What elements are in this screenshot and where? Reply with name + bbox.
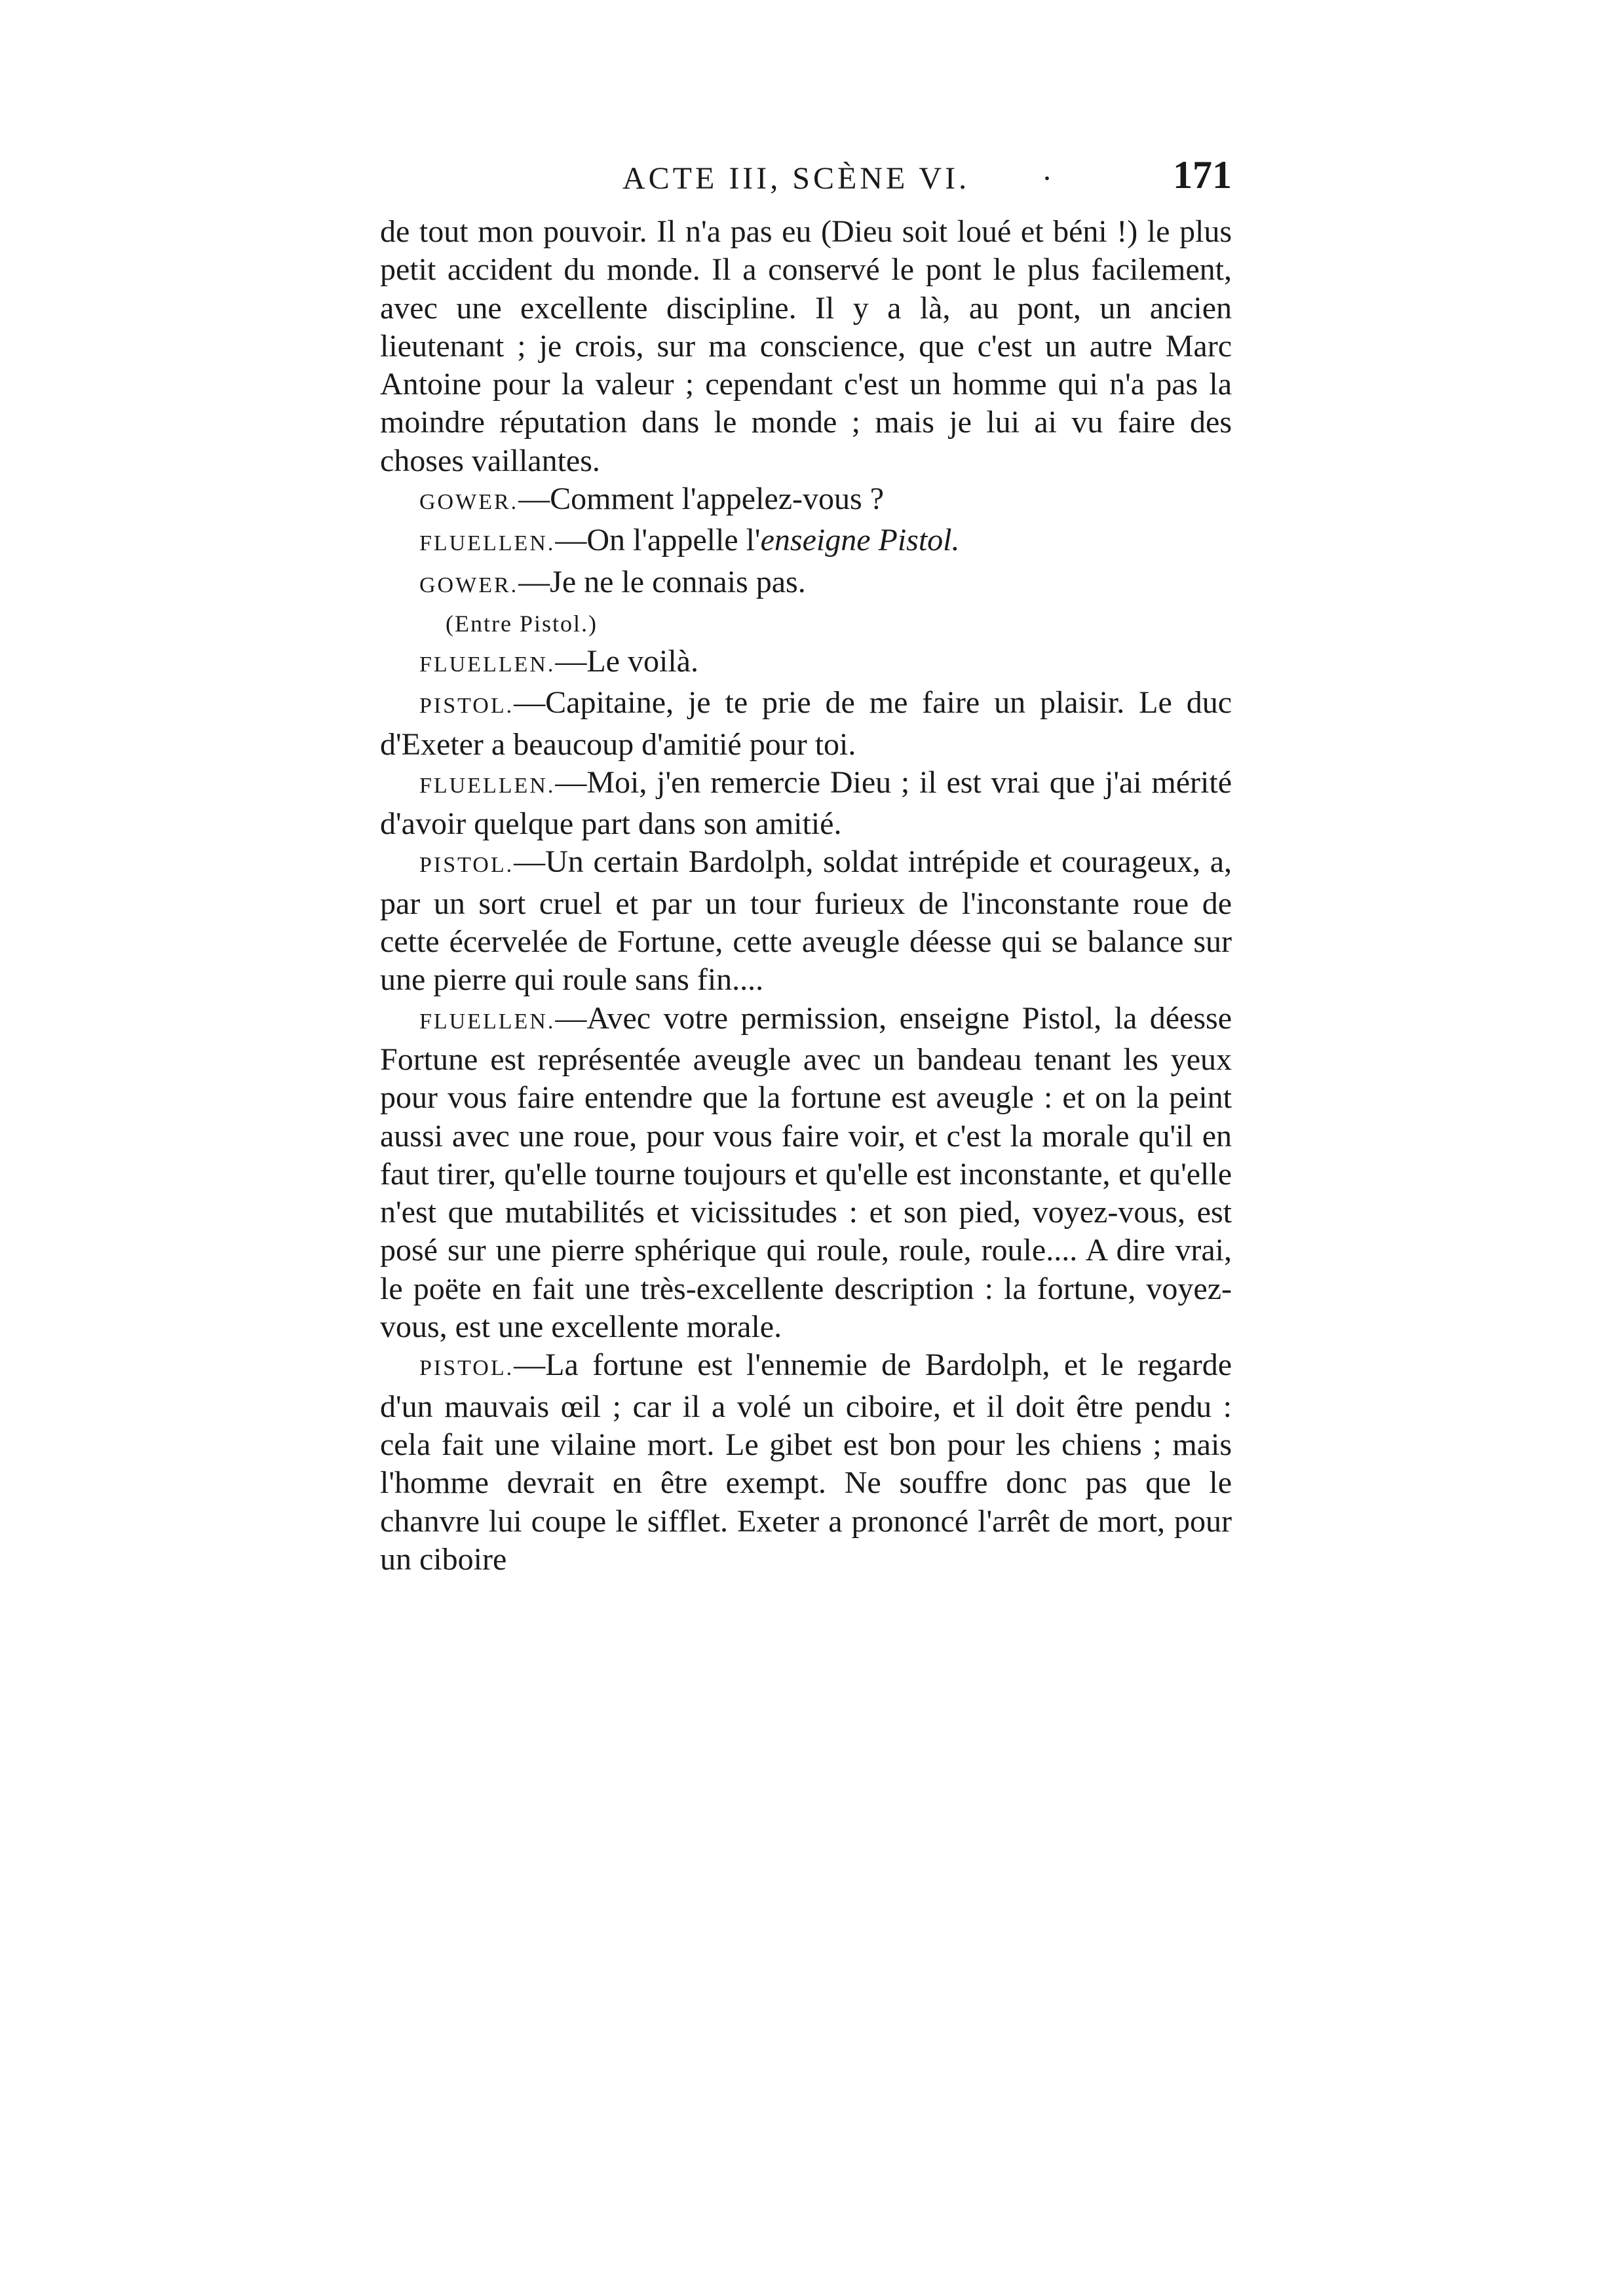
speech-pistol-3 (380, 1346, 1232, 1579)
speaker-name: PISTOL. (419, 1356, 514, 1381)
speaker-name: FLUELLEN. (419, 1009, 556, 1034)
speech-text: —Je ne le connais pas. (518, 564, 806, 599)
speech-gower-2 (380, 563, 1232, 605)
speech-gower-1 (380, 480, 1232, 521)
speech-italic-text: enseigne Pistol. (760, 523, 960, 558)
running-head-dot: · (1042, 161, 1052, 196)
book-page (380, 147, 1232, 1579)
speaker-name: PISTOL. (419, 853, 514, 878)
speaker-name: FLUELLEN. (419, 652, 556, 677)
speech-text: —Capitaine, je te prie de me faire un plaisir. Le duc d'Exeter a beaucoup d'amitié pour toi. (380, 685, 1232, 762)
stage-direction-text: (Entre Pistol.) (446, 610, 598, 637)
running-title: ACTE III, SCÈNE VI. (622, 161, 970, 196)
page-number: 171 (1173, 153, 1232, 197)
stage-direction (380, 605, 1232, 643)
speaker-name: FLUELLEN. (419, 531, 556, 556)
speech-fluellen-2 (380, 643, 1232, 684)
speech-text: —Un certain Bardolph, soldat intrépide et courageux, a, par un sort cruel et par un tour furieux de l'inconstante roue de cette écervelée de Fortune, cette aveugle déesse qui se balance sur une pierre qui roule sans fin.... (380, 844, 1232, 998)
speaker-name: PISTOL. (419, 694, 514, 719)
speaker-name: GOWER. (419, 490, 519, 515)
speech-text: —Comment l'appelez-vous ? (518, 481, 884, 517)
speech-text: —La fortune est l'ennemie de Bardolph, et le regarde d'un mauvais œil ; car il a volé un ciboire, et il doit être pendu : cela fait une vilaine mort. Le gibet est bon pour les chiens ; mais l'homme devrait en être exempt. Ne souffre donc pas que le chanvre lui coupe le sifflet. Exeter a prononcé l'arrêt de mort, pour un ciboire (380, 1347, 1232, 1577)
speaker-name: FLUELLEN. (419, 773, 556, 798)
speech-fluellen-4 (380, 1000, 1232, 1347)
speech-text: —Moi, j'en remercie Dieu ; il est vrai que j'ai mérité d'avoir quelque part dans son amitié. (380, 764, 1232, 842)
paragraph-text: de tout mon pouvoir. Il n'a pas eu (Dieu soit loué et béni !) le plus petit accident du monde. Il a conservé le pont le plus facilement, avec une excellente discipline. Il y a là, au pont, un ancien lieutenant ; je crois, sur ma conscience, que c'est un autre Marc Antoine pour la valeur ; cependant c'est un homme qui n'a pas la moindre réputation dans le monde ; mais je lui ai vu faire des choses vaillantes. (380, 214, 1232, 478)
speech-fluellen-1 (380, 521, 1232, 563)
speech-pistol-2 (380, 843, 1232, 999)
speech-text: —On l'appelle l' (555, 523, 761, 558)
speech-fluellen-3 (380, 764, 1232, 844)
paragraph-continued (380, 213, 1232, 480)
body-text (380, 213, 1232, 1579)
speaker-name: GOWER. (419, 573, 519, 597)
speech-pistol-1 (380, 684, 1232, 764)
speech-text: —Le voilà. (555, 643, 698, 679)
running-head (380, 147, 1232, 213)
speech-text: —Avec votre permission, enseigne Pistol, la déesse Fortune est représentée aveugle avec un bandeau tenant les yeux pour vous faire entendre que la fortune est aveugle : et on la peint aussi avec une roue, pour vous faire voir, et c'est la morale qu'il en faut tirer, qu'elle tourne toujours et qu'elle est inconstante, et qu'elle n'est que mutabilités et vicissitudes : et son pied, voyez-vous, est posé sur une pierre sphérique qui roule, roule, roule.... A dire vrai, le poëte en fait une très-excellente description : la fortune, voyez-vous, est une excellente morale. (380, 1000, 1232, 1345)
